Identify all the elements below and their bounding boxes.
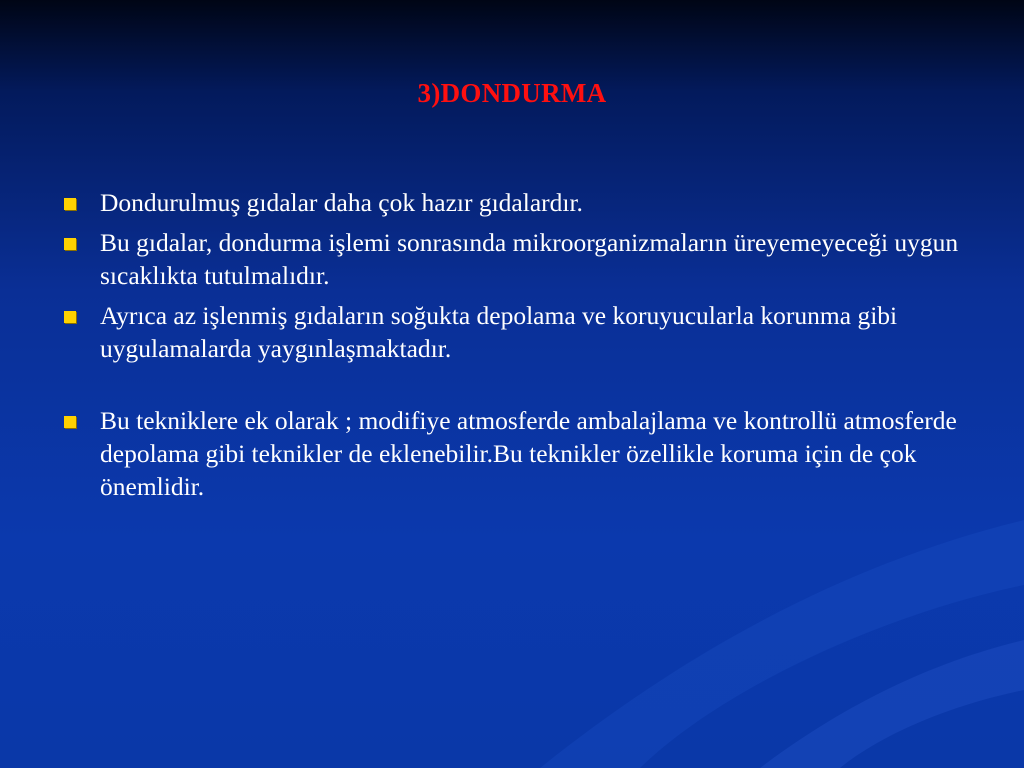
slide-title: 3)DONDURMA: [417, 78, 607, 108]
square-bullet-icon: [64, 238, 76, 250]
square-bullet-icon: [64, 311, 76, 323]
bullet-item: [62, 404, 962, 503]
bullet-item: [62, 186, 962, 219]
square-bullet-icon: [64, 416, 76, 428]
bullet-text: Dondurulmuş gıdalar daha çok hazır gıdalardır.: [100, 188, 583, 217]
bullet-item: [62, 299, 962, 365]
bullet-list: [62, 186, 962, 510]
bullet-text: Bu tekniklere ek olarak ; modifiye atmosferde ambalajlama ve kontrollü atmosferde depolama gibi teknikler de eklenebilir.Bu teknikler özellikle koruma için de çok önemlidir.: [100, 406, 957, 501]
square-bullet-icon: [64, 198, 76, 210]
bullet-item: [62, 226, 962, 292]
bullet-text: Ayrıca az işlenmiş gıdaların soğukta depolama ve koruyucularla korunma gibi uygulamalarda yaygınlaşmaktadır.: [100, 301, 898, 363]
bullet-text: Bu gıdalar, dondurma işlemi sonrasında mikroorganizmaların üreyemeyeceği uygun sıcaklıkta tutulmalıdır.: [100, 228, 959, 290]
